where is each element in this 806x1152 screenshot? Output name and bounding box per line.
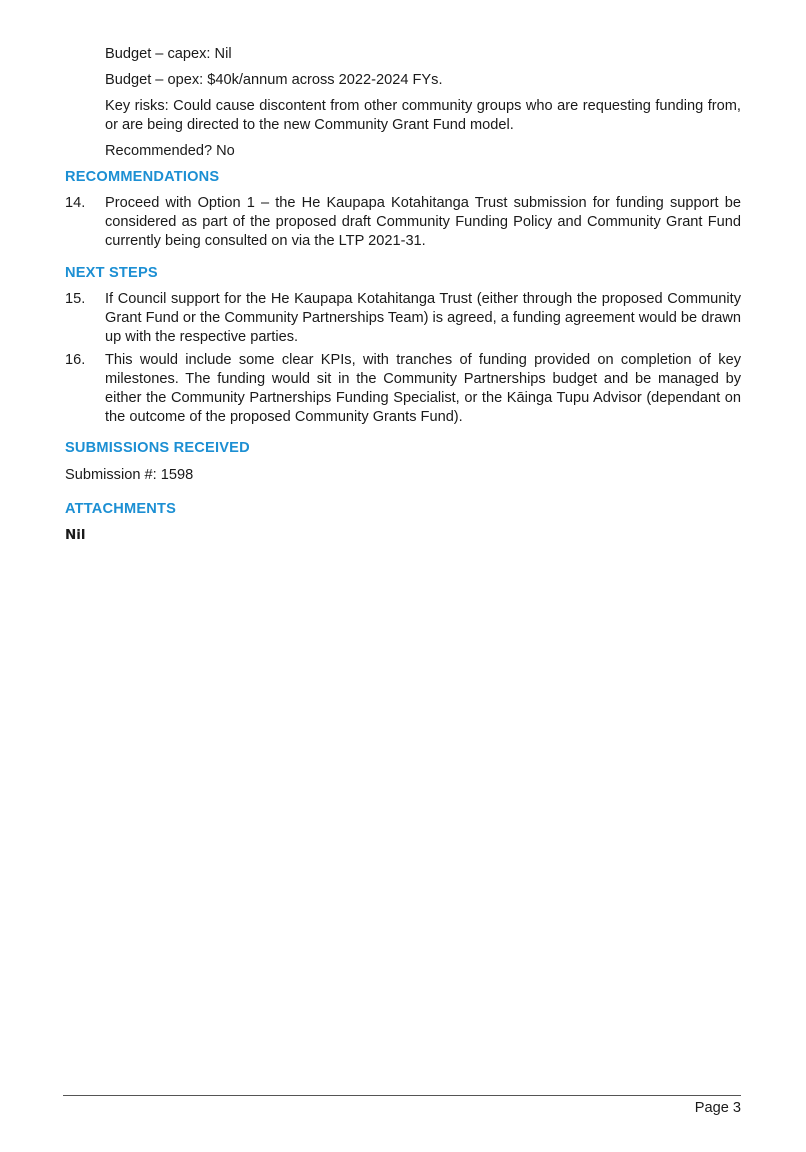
item-number: 16.: [65, 352, 86, 368]
next-steps-heading: NEXT STEPS: [65, 265, 158, 281]
submission-number: Submission #: 1598: [65, 467, 194, 483]
footer-divider: [63, 1095, 741, 1096]
item-text: This would include some clear KPIs, with tranches of funding provided on completion of key milestones. The funding would sit in the Community Partnerships budget and be managed by either the Community Partnerships Funding Specialist, or the Kāinga Tupu Advisor (dependant on the outcome of the proposed Community Grants Fund).: [105, 352, 741, 425]
item-text: If Council support for the He Kaupapa Kotahitanga Trust (either through the proposed Community Grant Fund or the Community Partnerships Team) is agreed, a funding agreement would be drawn up with the respective parties.: [105, 291, 741, 345]
item-number: 15.: [65, 291, 86, 307]
budget-capex-line: Budget – capex: Nil: [105, 46, 232, 62]
page-number: Page 3: [694, 1100, 741, 1116]
numbered-item-14: [65, 194, 741, 251]
attachments-heading: ATTACHMENTS: [65, 501, 177, 517]
item-number: 14.: [65, 195, 86, 211]
key-risks-paragraph: Key risks: Could cause discontent from other community groups who are requesting funding from, or are being directed to the new Community Grant Fund model.: [105, 98, 741, 133]
submissions-heading: SUBMISSIONS RECEIVED: [65, 440, 250, 456]
recommended-line: Recommended? No: [105, 143, 235, 159]
budget-opex-line: Budget – opex: $40k/annum across 2022-2024 FYs.: [105, 72, 443, 88]
numbered-item-16: [65, 351, 741, 427]
attachments-value: Nil: [65, 527, 86, 543]
recommendations-heading: RECOMMENDATIONS: [65, 169, 220, 185]
item-text: Proceed with Option 1 – the He Kaupapa Kotahitanga Trust submission for funding support be considered as part of the proposed draft Community Funding Policy and Community Grant Fund currently being consulted on via the LTP 2021-31.: [105, 195, 741, 249]
numbered-item-15: [65, 290, 741, 347]
